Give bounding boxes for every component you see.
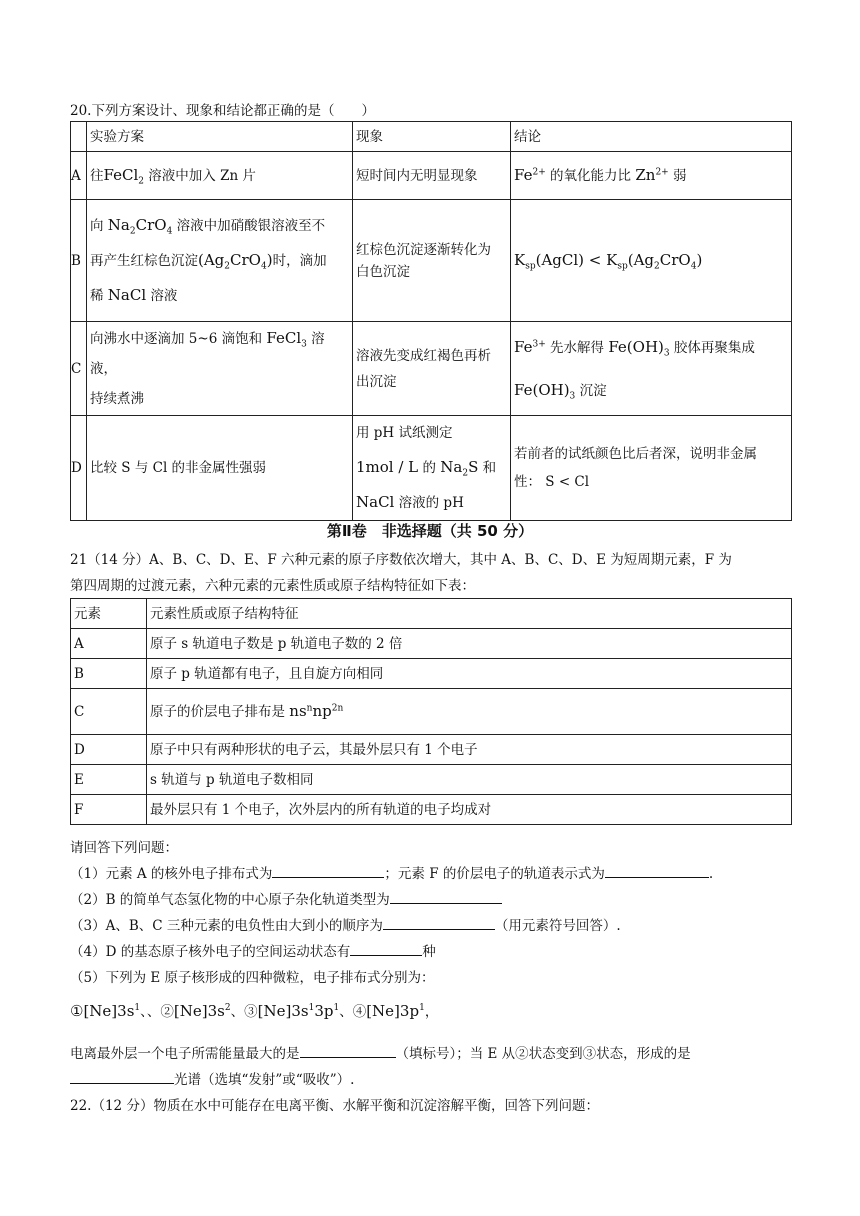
answer-blank[interactable] bbox=[390, 889, 502, 904]
feature-cell: 最外层只有 1 个电子，次外层内的所有轨道的电子均成对 bbox=[147, 795, 792, 825]
feature-cell: 原子 p 轨道都有电子，且自旋方向相同 bbox=[147, 659, 792, 689]
header-feature: 元素性质或原子结构特征 bbox=[147, 599, 792, 629]
feature-cell: s 轨道与 p 轨道电子数相同 bbox=[147, 765, 792, 795]
q21-part2: （2）B 的简单气态氢化物的中心原子杂化轨道类型为 bbox=[70, 888, 502, 908]
table-row bbox=[71, 795, 792, 825]
element-cell: D bbox=[71, 735, 147, 765]
feature-cell: 原子 s 轨道电子数是 p 轨道电子数的 2 倍 bbox=[147, 629, 792, 659]
row-label: D bbox=[71, 416, 87, 521]
element-cell: F bbox=[71, 795, 147, 825]
table-header-row bbox=[71, 599, 792, 629]
q21-species: $①[Ne]3s^1$、、$②[Ne]3s^2$、$③[Ne]3s^13p^1$、$④[Ne]3p^1$， bbox=[70, 1002, 439, 1020]
element-cell: A bbox=[71, 629, 147, 659]
q21-part6: 电离最外层一个电子所需能量最大的是 （填标号）；当 E 从②状态变到③状态，形成的是 bbox=[70, 1042, 691, 1062]
element-cell: E bbox=[71, 765, 147, 795]
header-conclusion: 结论 bbox=[511, 122, 792, 152]
answer-blank[interactable] bbox=[300, 1043, 396, 1058]
row-b-conclusion: $K_{sp}(AgCl) < K_{sp}(Ag_2CrO_4)$ bbox=[511, 200, 792, 322]
q22-stem: 22.（12 分）物质在水中可能存在电离平衡、水解平衡和沉淀溶解平衡，回答下列问题： bbox=[70, 1098, 599, 1114]
row-b-phenomenon: 红棕色沉淀逐渐转化为 白色沉淀 bbox=[353, 200, 511, 322]
header-plan: 实验方案 bbox=[87, 122, 353, 152]
q21-part1: （1）元素 A 的核外电子排布式为 ；元素 F 的价层电子的轨道表示式为 . bbox=[70, 862, 713, 882]
answer-blank[interactable] bbox=[383, 915, 495, 930]
feature-cell: 原子中只有两种形状的电子云，其最外层只有 1 个电子 bbox=[147, 735, 792, 765]
answer-blank[interactable] bbox=[605, 863, 709, 878]
row-label: A bbox=[71, 152, 87, 200]
section-title: 第Ⅱ卷 非选择题（共 50 分） bbox=[326, 522, 534, 540]
q21-stem-line2: 第四周期的过渡元素，六种元素的元素性质或原子结构特征如下表： bbox=[70, 578, 475, 594]
row-a-phenomenon: 短时间内无明显现象 bbox=[353, 152, 511, 200]
row-c-plan: 向沸水中逐滴加 5~6 滴饱和 FeCl$_3$ 溶液， 持续煮沸 bbox=[87, 322, 353, 416]
q21-part7: 光谱（选填“发射”或“吸收”）. bbox=[70, 1068, 354, 1088]
q20-stem: 20.下列方案设计、现象和结论都正确的是（ ） bbox=[70, 103, 375, 119]
header-label-cell bbox=[71, 122, 87, 152]
answer-blank[interactable] bbox=[70, 1069, 174, 1084]
header-phenomenon: 现象 bbox=[353, 122, 511, 152]
q21-part4: （4）D 的基态原子核外电子的空间运动状态有 种 bbox=[70, 940, 436, 960]
header-element: 元素 bbox=[71, 599, 147, 629]
table-row bbox=[71, 629, 792, 659]
row-c-phenomenon: 溶液先变成红褐色再析 出沉淀 bbox=[353, 322, 511, 416]
table-header-row bbox=[71, 122, 792, 152]
feature-cell: 原子的价层电子排布是 $ns^nnp^{2n}$ bbox=[147, 689, 792, 735]
q21-table bbox=[70, 598, 792, 825]
table-row bbox=[71, 659, 792, 689]
answer-blank[interactable] bbox=[350, 941, 422, 956]
q21-part5: （5）下列为 E 原子核形成的四种微粒，电子排布式分别为： bbox=[70, 970, 435, 986]
row-c-conclusion: $Fe^{3+}$ 先水解得 $Fe(OH)_3$ 胶体再聚集成 $Fe(OH)_3$ 沉淀 bbox=[511, 322, 792, 416]
row-label: B bbox=[71, 200, 87, 322]
row-b-plan: 向 $Na_2CrO_4$ 溶液中加硝酸银溶液至不 再产生红棕色沉淀$(Ag_2CrO_4)$时，滴加 稀 NaCl 溶液 bbox=[87, 200, 353, 322]
q21-part3: （3）A、B、C 三种元素的电负性由大到小的顺序为 （用元素符号回答）. bbox=[70, 914, 621, 934]
table-row bbox=[71, 200, 792, 322]
row-d-phenomenon: 用 pH 试纸测定 1mol / L 的 $Na_2S$ 和 NaCl 溶液的 pH bbox=[353, 416, 511, 521]
row-a-plan: 往FeCl$_2$ 溶液中加入 Zn 片 bbox=[87, 152, 353, 200]
table-row bbox=[71, 735, 792, 765]
q21-stem-line1: 21（14 分）A、B、C、D、E、F 六种元素的原子序数依次增大，其中 A、B、C、D、E 为短周期元素，F 为 bbox=[70, 552, 732, 568]
q20-table bbox=[70, 121, 792, 521]
row-a-conclusion: $Fe^{2+}$ 的氧化能力比 $Zn^{2+}$ 弱 bbox=[511, 152, 792, 200]
row-d-conclusion: 若前者的试纸颜色比后者深，说明非金属 性： S < Cl bbox=[511, 416, 792, 521]
table-row bbox=[71, 416, 792, 521]
q21-prompt: 请回答下列问题： bbox=[70, 840, 178, 856]
table-row bbox=[71, 322, 792, 416]
row-label: C bbox=[71, 322, 87, 416]
table-row bbox=[71, 152, 792, 200]
element-cell: C bbox=[71, 689, 147, 735]
row-d-plan: 比较 S 与 Cl 的非金属性强弱 bbox=[87, 416, 353, 521]
table-row bbox=[71, 689, 792, 735]
table-row bbox=[71, 765, 792, 795]
answer-blank[interactable] bbox=[272, 863, 384, 878]
element-cell: B bbox=[71, 659, 147, 689]
